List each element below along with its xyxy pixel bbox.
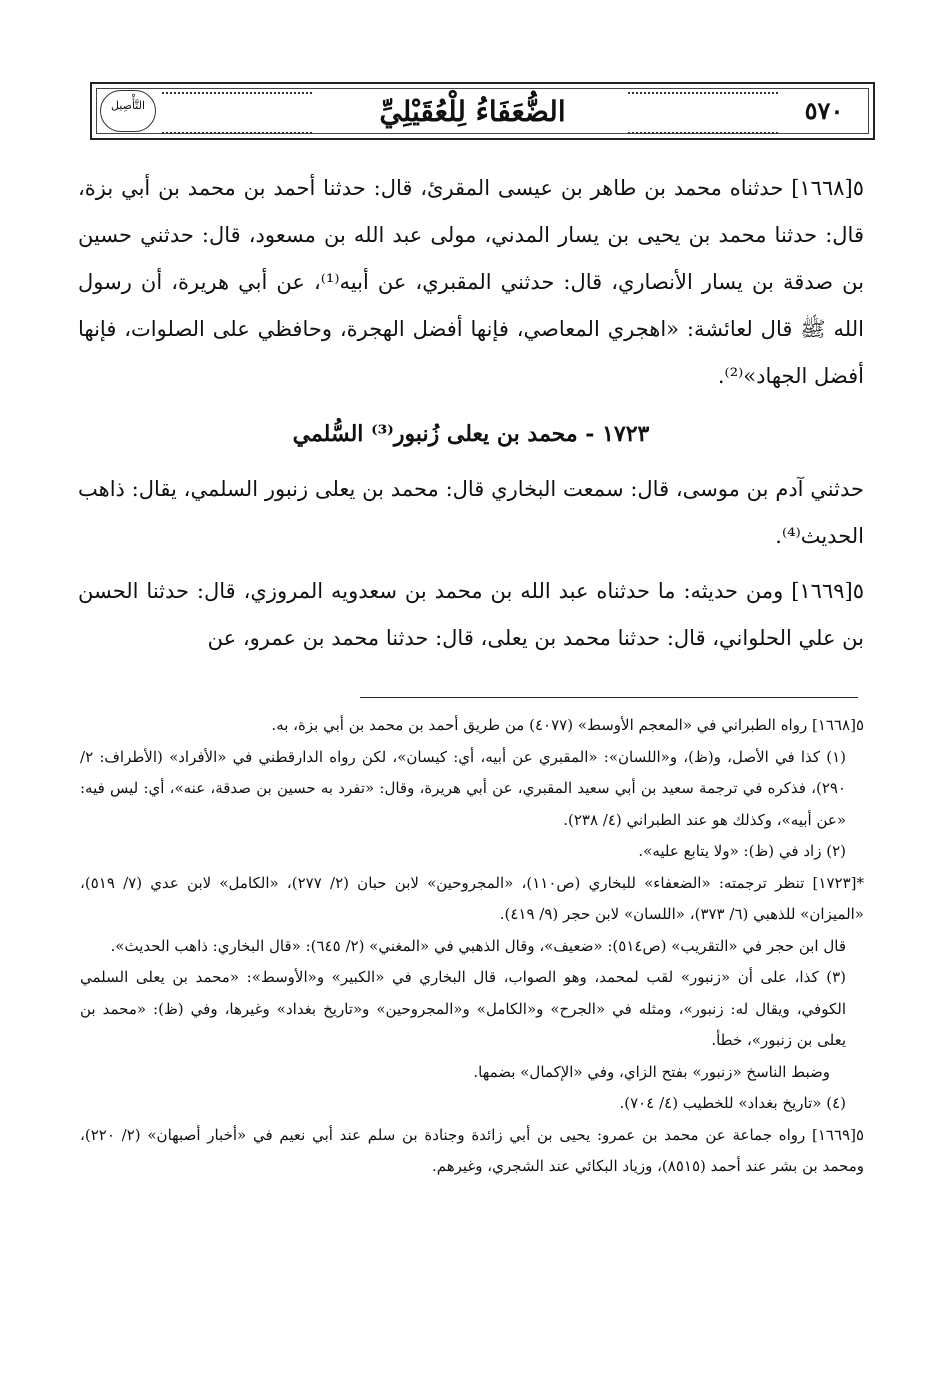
footnote: *[١٧٢٣] تنظر ترجمته: «الضعفاء» للبخاري (ص١١٠)، «المجروحين» لابن حبان (٢/ ٢٧٧)، «الكامل» لابن عدي (٧/ ٥١٩)، «الميزان» للذهبي (٦/ ٣٧٣)، «اللسان» لابن حجر (٩/ ٤١٩). [80, 873, 864, 923]
narrator-heading: ١٧٢٣ - محمد بن يعلى زُنبور⁽³⁾ السُّلمي [292, 421, 650, 447]
book-title: الضُّعَفَاءُ لِلْعُقَيْلِيِّ [379, 95, 566, 128]
page-header [90, 82, 875, 140]
footnote: ٥[١٦٦٩] رواه جماعة عن محمد بن عمرو: يحيى بن أبي زائدة وجنادة بن سلم عند أبي نعيم في «أخبار أصبهان» (٢/ ٢٢٠)، ومحمد بن بشر عند أحمد (٨٥١٥)، وزياد البكائي عند الشجري، وغيرهم. [80, 1125, 865, 1175]
footnote-divider [360, 697, 858, 698]
header-ornament-right [628, 92, 778, 134]
footnote: (٣) كذا، على أن «زنبور» لقب لمحمد، وهو الصواب، قال البخاري في «الكبير» و«الأوسط»: «محمد بن يعلى السلمي الكوفي، ويقال له: زنبور»، ومثله في «الجرح» و«الكامل» و«المجروحين» و«تاريخ بغداد» وغيرها، وفي (ظ): «محمد بن يعلى بن زنبور»، خطأ. [80, 968, 846, 1049]
footnote: وضبط الناسخ «زنبور» بفتح الزاي، وفي «الإكمال» بضمها. [473, 1062, 830, 1081]
hadith-1668 [78, 165, 864, 400]
narrator-entry: حدثني آدم بن موسى، قال: سمعت البخاري قال: محمد بن يعلى زنبور السلمي، يقال: ذاهب الحديث⁽⁴⁾. [78, 477, 864, 548]
footnote: (١) كذا في الأصل، و(ظ)، و«اللسان»: «المقبري عن أبيه، أي: كيسان»، لكن رواه الدارقطني في «الأفراد» (الأطراف: ٢/ ٢٩٠)، فذكره في ترجمة سعيد بن أبي سعيد المقبري، عن أبي هريرة، وقال: «تفرد به حسين بن صدقة، عنه»، أي: ليس فيه: «عن أبيه»، وكذلك هو عند الطبراني (٤/ ٢٣٨). [80, 747, 846, 829]
hadith-number: ٥[١٦٦٨] [791, 176, 864, 200]
hadith-1669 [78, 568, 864, 662]
footnote: ٥[١٦٦٨] رواه الطبراني في «المعجم الأوسط» (٤٠٧٧) من طريق أحمد بن محمد بن أبي بزة، به. [271, 716, 864, 734]
header-ornament-left [162, 92, 312, 134]
hadith-text: ومن حديثه: ما حدثناه عبد الله بن محمد بن سعدويه المروزي، قال: حدثنا الحسن بن علي الحلواني، قال: حدثنا محمد بن يعلى، قال: حدثنا محمد بن عمرو، عن [78, 579, 864, 650]
publisher-logo: التَّأْصِيل [100, 90, 156, 132]
hadith-number: ٥[١٦٦٩] [791, 579, 864, 603]
footnotes [80, 710, 864, 1183]
footnote: قال ابن حجر في «التقريب» (ص٥١٤): «ضعيف»، وقال الذهبي في «المغني» (٢/ ٦٤٥): «قال البخاري: ذاهب الحديث». [110, 936, 846, 955]
page-number: ٥٧٠ [804, 96, 844, 125]
main-text [78, 165, 864, 670]
hadith-text: حدثناه محمد بن طاهر بن عيسى المقرئ، قال: حدثنا أحمد بن محمد بن أبي بزة، قال: حدثنا محمد بن يحيى بن يسار المدني، مولى عبد الله بن مسعود، قال: حدثني حسين بن صدقة بن يسار الأنصاري، قال: حدثني المقبري، عن أبيه⁽¹⁾، عن أبي هريرة، أن رسول الله ﷺ قال لعائشة: «اهجري المعاصي، فإنها أفضل الهجرة، وحافظي على الصلوات، فإنها أفضل الجهاد»⁽²⁾. [78, 176, 864, 388]
footnote: (٤) «تاريخ بغداد» للخطيب (٤/ ٧٠٤). [619, 1094, 846, 1112]
footnote: (٢) زاد في (ظ): «ولا يتابع عليه». [638, 842, 846, 860]
